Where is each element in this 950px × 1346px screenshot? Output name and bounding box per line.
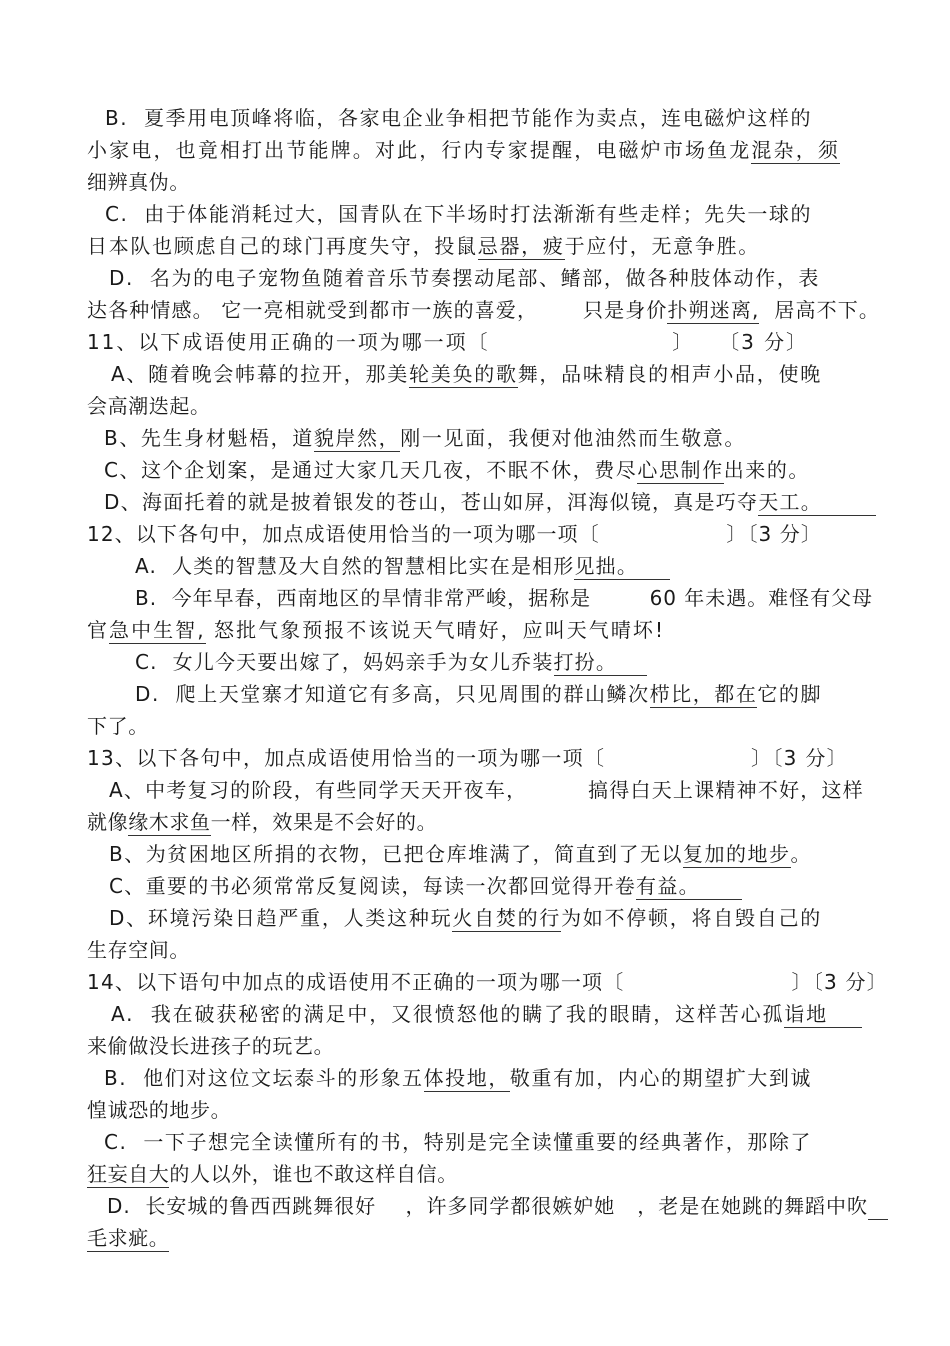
line-text: 为如不停顿，将自毁自己的 bbox=[561, 906, 823, 930]
line-text: 官 bbox=[87, 618, 110, 642]
underlined-idiom: 心思制作 bbox=[637, 458, 724, 482]
text-line bbox=[109, 777, 864, 803]
text-line bbox=[87, 329, 808, 355]
line-text: 于应付，无意争胜。 bbox=[564, 234, 760, 258]
underlined-idiom: 急中生智, bbox=[109, 618, 206, 642]
text-line bbox=[104, 457, 810, 483]
text-line bbox=[104, 425, 746, 451]
line-text: C、重要的书必须常常反复阅读，每读一次都回觉得开卷 bbox=[109, 874, 637, 898]
line-text: B. 今年早春，西南地区的旱情非常严峻，据称是 60 年未遇。难怪有父母 bbox=[135, 586, 873, 610]
line-text: D、环境污染日趋严重，人类这种玩 bbox=[109, 906, 453, 930]
line-text: 刚一见面，我便对他油然而生敬意。 bbox=[400, 426, 746, 450]
line-text: D. 名为的电子宠物鱼随着音乐节奏摆动尾部、鳍部，做各种肢体动作，表 bbox=[109, 266, 820, 290]
text-line bbox=[87, 969, 888, 995]
line-text: 小家电，也竟相打出节能牌。对此，行内专家提醒，电磁炉市场鱼龙 bbox=[87, 138, 752, 162]
answer-underline bbox=[822, 515, 876, 516]
text-line bbox=[107, 1193, 868, 1219]
underlined-idiom: 复加的地步 bbox=[683, 842, 791, 866]
line-text: 惶诚恐的地步。 bbox=[87, 1098, 232, 1122]
line-text: 日本队也顾虑自己的球门再度失守，投鼠 bbox=[87, 234, 478, 258]
answer-underline bbox=[606, 675, 647, 676]
line-text: D. 爬上天堂寨才知道它有多高，只见周围的群山鳞次 bbox=[135, 682, 650, 706]
underlined-idiom: 体投地， bbox=[423, 1066, 510, 1090]
underlined-idiom: 混杂，须 bbox=[751, 138, 840, 162]
line-text: 居高不下。 bbox=[759, 298, 881, 322]
answer-underline bbox=[796, 163, 840, 164]
text-line bbox=[109, 841, 812, 867]
line-text: A、中考复习的阶段，有些同学天天开夜车， 搞得白天上课精神不好，这样 bbox=[109, 778, 864, 802]
underlined-idiom: 忌器，疲 bbox=[477, 234, 565, 258]
line-text: B、先生身材魁梧，道 bbox=[104, 426, 314, 450]
text-line bbox=[87, 521, 822, 547]
line-text: 细辨真伪。 bbox=[87, 170, 190, 194]
text-line bbox=[87, 809, 437, 835]
answer-underline bbox=[634, 579, 670, 580]
underlined-idiom: 轮美奂的歌 bbox=[409, 362, 518, 386]
answer-underline bbox=[868, 1219, 888, 1220]
line-text: 舞，品味精良的相声小品，使晚 bbox=[517, 362, 822, 386]
text-line bbox=[87, 745, 848, 771]
line-text: 敬重有加，内心的期望扩大到诚 bbox=[509, 1066, 812, 1090]
text-line bbox=[104, 1129, 812, 1155]
text-line bbox=[109, 873, 700, 899]
text-line bbox=[87, 1033, 334, 1059]
line-text: 。 bbox=[790, 842, 812, 866]
underlined-idiom: 缘木求鱼 bbox=[128, 810, 211, 834]
answer-underline bbox=[694, 899, 742, 900]
text-line bbox=[109, 265, 820, 291]
line-text: C. 女儿今天要出嫁了，妈妈亲手为女儿乔装 bbox=[135, 650, 554, 674]
line-text: 出来的。 bbox=[723, 458, 810, 482]
text-line bbox=[87, 393, 211, 419]
text-line bbox=[87, 1161, 458, 1187]
line-text: 一样，效果是不会好的。 bbox=[210, 810, 438, 834]
text-line bbox=[111, 361, 822, 387]
underlined-idiom: 毛求疵。 bbox=[87, 1226, 170, 1250]
text-line bbox=[111, 1001, 828, 1027]
text-line bbox=[135, 649, 617, 675]
underlined-idiom: 诣地 bbox=[784, 1002, 829, 1026]
line-text: C. 一下子想完全读懂所有的书，特别是完全读懂重要的经典著作，那除了 bbox=[104, 1130, 812, 1154]
line-text: 12、以下各句中，加点成语使用恰当的一项为哪一项〔 〕〔3 分〕 bbox=[87, 522, 822, 546]
line-text: 13、以下各句中，加点成语使用恰当的一项为哪一项〔 〕〔3 分〕 bbox=[87, 746, 848, 770]
line-text: C、这个企划案，是通过大家几天几夜，不眠不休，费尽 bbox=[104, 458, 638, 482]
text-line bbox=[104, 1065, 812, 1091]
text-line bbox=[87, 233, 760, 259]
line-text: A、随着晚会帏幕的拉开，那美 bbox=[111, 362, 409, 386]
line-text: 11、以下成语使用正确的一项为哪一项〔 〕 〔3 分〕 bbox=[87, 330, 808, 354]
line-text: D. 长安城的鲁西西跳舞很好 ，许多同学都很嫉妒她 ，老是在她跳的舞蹈中吹 bbox=[107, 1194, 868, 1218]
text-line bbox=[87, 937, 190, 963]
underlined-idiom: 火自焚的行 bbox=[452, 906, 562, 930]
text-line bbox=[109, 905, 822, 931]
text-line bbox=[135, 553, 638, 579]
line-text: B. 他们对这位文坛泰斗的形象五 bbox=[104, 1066, 424, 1090]
text-line bbox=[135, 585, 873, 611]
line-text: 就像 bbox=[87, 810, 129, 834]
text-line bbox=[87, 137, 840, 163]
line-text: 它的脚 bbox=[757, 682, 823, 706]
underlined-idiom: 栉比，都在 bbox=[649, 682, 758, 706]
line-text: 14、以下语句中加点的成语使用不正确的一项为哪一项〔 〕〔3 分〕 bbox=[87, 970, 888, 994]
line-text: D、海面托着的就是披着银发的苍山，苍山如屏，洱海似镜，真是巧夺 bbox=[104, 490, 759, 514]
underlined-idiom: 打扮。 bbox=[553, 650, 617, 674]
line-text: 来偷做没长进孩子的玩艺。 bbox=[87, 1034, 335, 1058]
text-line bbox=[87, 297, 880, 323]
answer-underline bbox=[828, 1027, 862, 1028]
text-line bbox=[104, 489, 822, 515]
line-text: C. 由于体能消耗过大，国青队在下半场时打法渐渐有些走样；先失一球的 bbox=[105, 202, 812, 226]
line-text: 生存空间。 bbox=[87, 938, 190, 962]
text-line bbox=[135, 681, 822, 707]
line-text: A. 人类的智慧及大自然的智慧相比实在是相形 bbox=[135, 554, 575, 578]
underlined-idiom: 扑朔迷离, bbox=[667, 298, 760, 322]
line-text: 怒批气象预报不该说天气晴好，应叫天气晴坏! bbox=[205, 618, 665, 642]
line-text: 达各种情感。 它一亮相就受到都市一族的喜爱， 只是身价 bbox=[87, 298, 668, 322]
underlined-idiom: 有益。 bbox=[636, 874, 700, 898]
text-line bbox=[87, 1225, 169, 1251]
text-line bbox=[105, 201, 812, 227]
line-text: 会高潮迭起。 bbox=[87, 394, 211, 418]
line-text: B. 夏季用电顶峰将临，各家电企业争相把节能作为卖点，连电磁炉这样的 bbox=[105, 106, 812, 130]
line-text: 的人以外，谁也不敢这样自信。 bbox=[169, 1162, 458, 1186]
text-line bbox=[105, 105, 812, 131]
text-line bbox=[87, 713, 149, 739]
underlined-idiom: 天工。 bbox=[758, 490, 822, 514]
underlined-idiom: 貌岸然， bbox=[313, 426, 401, 450]
text-line bbox=[87, 617, 665, 643]
line-text: B、为贫困地区所捐的衣物，已把仓库堆满了，简直到了无以 bbox=[109, 842, 684, 866]
text-line bbox=[87, 1097, 231, 1123]
line-text: 下了。 bbox=[87, 714, 149, 738]
line-text: A. 我在破获秘密的满足中，又很愤怒他的瞒了我的眼睛，这样苦心孤 bbox=[111, 1002, 785, 1026]
underlined-idiom: 狂妄自大 bbox=[87, 1162, 170, 1186]
underlined-idiom: 见拙。 bbox=[574, 554, 638, 578]
text-line bbox=[87, 169, 190, 195]
